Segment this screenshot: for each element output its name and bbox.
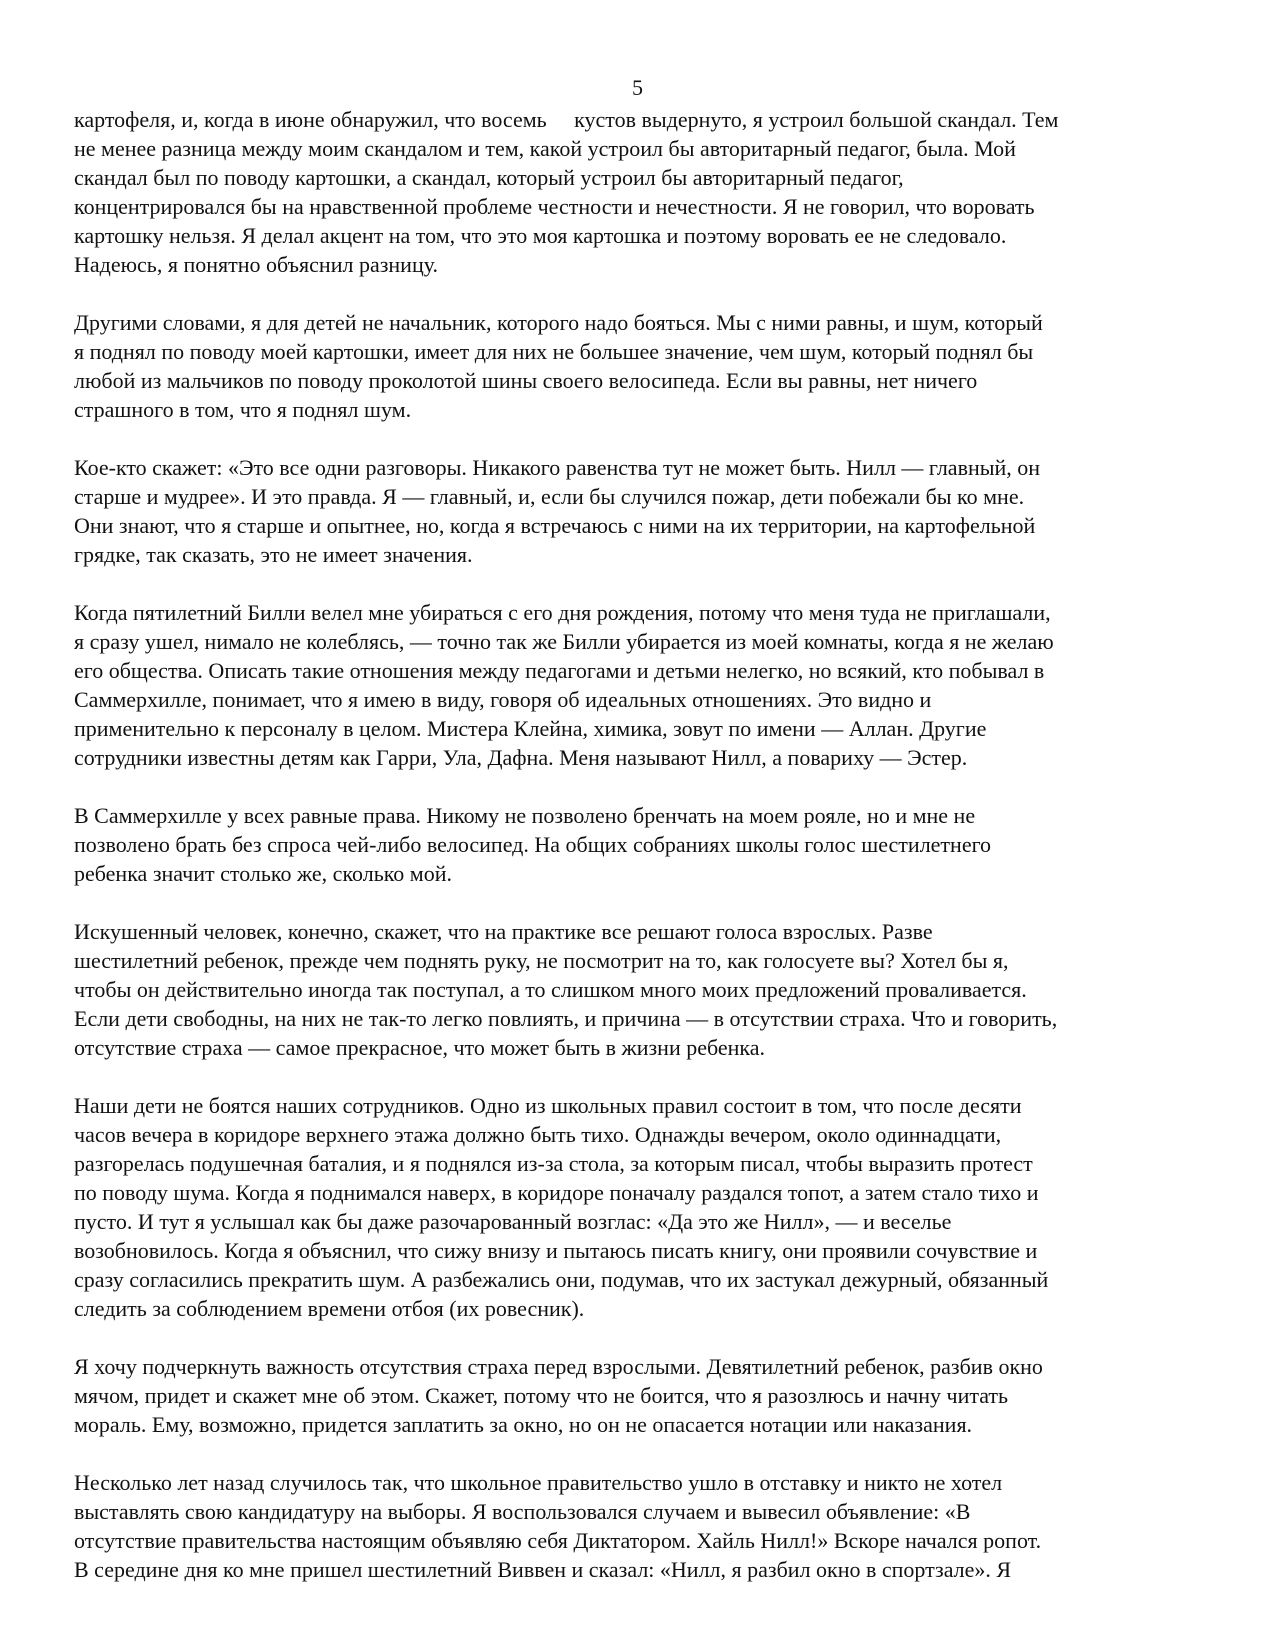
text-line: любой из мальчиков по поводу проколотой шины своего велосипеда. Если вы равны, нет ничего — [74, 368, 978, 393]
paragraph — [74, 1352, 1204, 1439]
text-line: Саммерхилле, понимает, что я имею в виду, говоря об идеальных отношениях. Это видно и — [74, 687, 932, 712]
text-line: Искушенный человек, конечно, скажет, что на практике все решают голоса взрослых. Разве — [74, 919, 933, 944]
text-line: старше и мудрее». И это правда. Я — главный, и, если бы случился пожар, дети побежали бы ко мне. — [74, 484, 1025, 509]
paragraph — [74, 598, 1204, 772]
text-line: грядке, так сказать, это не имеет значения. — [74, 542, 473, 567]
text-line: разгорелась подушечная баталия, и я поднялся из-за стола, за которым писал, чтобы выразить протест — [74, 1151, 1033, 1176]
text-line: сразу согласились прекратить шум. А разбежались они, подумав, что их застукал дежурный, обязанный — [74, 1267, 1049, 1292]
text-line: Наши дети не боятся наших сотрудников. Одно из школьных правил состоит в том, что после десяти — [74, 1093, 1022, 1118]
text-line: ребенка значит столько же, сколько мой. — [74, 861, 453, 886]
text-line: чтобы он действительно иногда так поступал, а то слишком много моих предложений проваливается. — [74, 977, 1027, 1002]
text-line: шестилетний ребенок, прежде чем поднять руку, не посмотрит на то, как голосуете вы? Хотел бы я, — [74, 948, 1009, 973]
text-line: следить за соблюдением времени отбоя (их ровесник). — [74, 1296, 585, 1321]
paragraph — [74, 917, 1204, 1062]
paragraph — [74, 1091, 1204, 1323]
text-line: картофеля, и, когда в июне обнаружил, что восемь кустов выдернуто, я устроил большой скандал. Тем — [74, 107, 1059, 132]
page-body — [74, 105, 1204, 1613]
text-line: часов вечера в коридоре верхнего этажа должно быть тихо. Однажды вечером, около одиннадцати, — [74, 1122, 1002, 1147]
text-line: я поднял по поводу моей картошки, имеет для них не большее значение, чем шум, который поднял бы — [74, 339, 1034, 364]
text-line: концентрировался бы на нравственной проблеме честности и нечестности. Я не говорил, что воровать — [74, 194, 1035, 219]
paragraph — [74, 1468, 1204, 1584]
text-line: применительно к персоналу в целом. Мистера Клейна, химика, зовут по имени — Аллан. Другие — [74, 716, 987, 741]
text-line: В середине дня ко мне пришел шестилетний Виввен и сказал: «Нилл, я разбил окно в спортзале». Я — [74, 1557, 1012, 1582]
paragraph — [74, 453, 1204, 569]
text-line: картошку нельзя. Я делал акцент на том, что это моя картошка и поэтому воровать ее не следовало. — [74, 223, 1007, 248]
text-line: отсутствие страха — самое прекрасное, что может быть в жизни ребенка. — [74, 1035, 766, 1060]
text-line: сотрудники известны детям как Гарри, Ула, Дафна. Меня называют Нилл, а повариху — Эстер. — [74, 745, 968, 770]
text-line: позволено брать без спроса чей-либо велосипед. На общих собраниях школы голос шестилетнего — [74, 832, 992, 857]
text-line: не менее разница между моим скандалом и тем, какой устроил бы авторитарный педагог, была. Мой — [74, 136, 1016, 161]
text-line: пусто. И тут я услышал как бы даже разочарованный возглас: «Да это же Нилл», — и веселье — [74, 1209, 952, 1234]
text-line: Надеюсь, я понятно объяснил разницу. — [74, 252, 439, 277]
text-line: Если дети свободны, на них не так-то легко повлиять, и причина — в отсутствии страха. Что и говорить, — [74, 1006, 1058, 1031]
text-line: Кое-кто скажет: «Это все одни разговоры. Никакого равенства тут не может быть. Нилл — главный, он — [74, 455, 1041, 480]
text-line: В Саммерхилле у всех равные права. Никому не позволено бренчать на моем рояле, но и мне не — [74, 803, 976, 828]
text-line: Они знают, что я старше и опытнее, но, когда я встречаюсь с ними на их территории, на картофельной — [74, 513, 1036, 538]
page-number: 5 — [632, 75, 643, 100]
text-line: отсутствие правительства настоящим объявляю себя Диктатором. Хайль Нилл!» Вскоре начался ропот. — [74, 1528, 1042, 1553]
text-line: Другими словами, я для детей не начальник, которого надо бояться. Мы с ними равны, и шум, который — [74, 310, 1043, 335]
text-line: возобновилось. Когда я объяснил, что сижу внизу и пытаюсь писать книгу, они проявили сочувствие и — [74, 1238, 1038, 1263]
text-line: мораль. Ему, возможно, придется заплатить за окно, но он не опасается нотации или наказания. — [74, 1412, 973, 1437]
text-line: его общества. Описать такие отношения между педагогами и детьми нелегко, но всякий, кто побывал в — [74, 658, 1045, 683]
text-line: Когда пятилетний Билли велел мне убираться с его дня рождения, потому что меня туда не приглашали, — [74, 600, 1051, 625]
text-line: Я хочу подчеркнуть важность отсутствия страха перед взрослыми. Девятилетний ребенок, разбив окно — [74, 1354, 1043, 1379]
text-line: страшного в том, что я поднял шум. — [74, 397, 412, 422]
text-line: я сразу ушел, нимало не колеблясь, — точно так же Билли убирается из моей комнаты, когда я не желаю — [74, 629, 1054, 654]
text-line: Несколько лет назад случилось так, что школьное правительство ушло в отставку и никто не хотел — [74, 1470, 1003, 1495]
paragraph — [74, 801, 1204, 888]
paragraph — [74, 105, 1204, 279]
text-line: выставлять свою кандидатуру на выборы. Я воспользовался случаем и вывесил объявление: «В — [74, 1499, 971, 1524]
text-line: по поводу шума. Когда я поднимался наверх, в коридоре поначалу раздался топот, а затем стало тихо и — [74, 1180, 1039, 1205]
text-line: мячом, придет и скажет мне об этом. Скажет, потому что не боится, что я разозлюсь и начну читать — [74, 1383, 1009, 1408]
paragraph — [74, 308, 1204, 424]
text-line: скандал был по поводу картошки, а скандал, который устроил бы авторитарный педагог, — [74, 165, 904, 190]
